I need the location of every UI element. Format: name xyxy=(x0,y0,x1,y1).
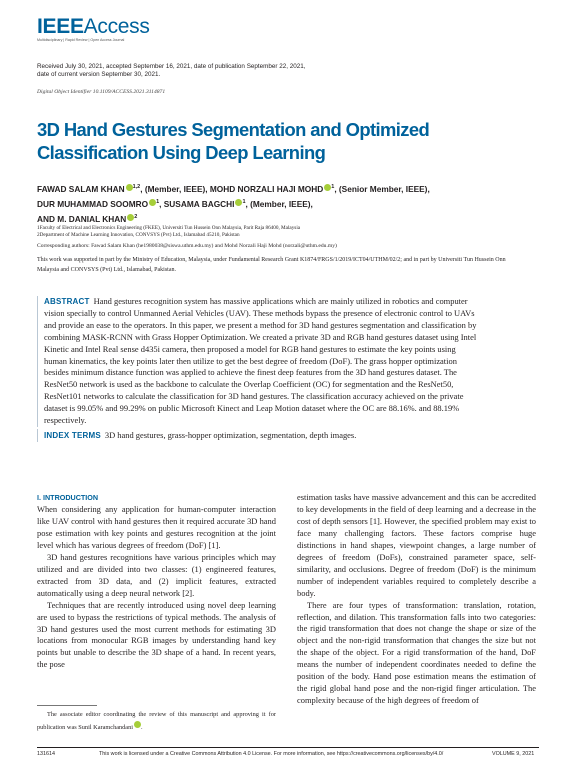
paragraph: 3D hand gestures recognitions have various principles which may utilized and are divided into two classes: (1) engineered features, extracted from 3D data, and (2) implicit features, extracted automatically using a deep neural network [2]. xyxy=(37,551,276,598)
author-2: MOHD NORZALI HAJI MOHD xyxy=(209,183,324,194)
paragraph: There are four types of transformation: translation, rotation, reflection, and dilation. This transformation falls into two categories: the rigid transformation that does not change the shape or size of the object and the non-rigid transformation that changes the size but not the shape of the object. For a rigid transformation of the hand, DoF means the number of independent coordinates needed to define the position of the body. Hand pose estimation means the estimation of the rigid global hand pose and the non-rigid finger articulation. The complexity because of the high degrees of freedom of xyxy=(297,599,536,706)
section-heading-introduction: I. INTRODUCTION xyxy=(37,493,99,502)
author-2-affil: 1 xyxy=(331,184,335,190)
author-1-role: , (Member, IEEE), xyxy=(140,183,210,194)
author-3-role: , xyxy=(159,198,164,209)
author-list xyxy=(37,181,547,226)
volume-info: VOLUME 9, 2021 xyxy=(492,751,535,757)
paragraph: estimation tasks have massive advancement and this can be accredited to key developments in the field of deep learning and a decrease in the cost of depth sensors [1]. However, the specified problem may exist to face many challenging factors. These factors comprise huge distinctions in hand shapes, viewpoint changes, a large number of degrees of freedom (DoFs), constrained parameter space, self-similarity, and occlusions. Degree of freedom (DoF) is the minimum number of independent variables required to completely describe a body. xyxy=(297,492,536,598)
page-number: 131614 xyxy=(37,751,55,757)
index-terms-text: 3D hand gestures, grass-hopper optimization, segmentation, depth images. xyxy=(104,430,357,440)
orcid-icon[interactable] xyxy=(134,721,141,728)
author-1-affil: 1,2 xyxy=(132,184,141,190)
editor-footnote: The associate editor coordinating the review of this manuscript and approving it for publication was Sunil Karamchandani . xyxy=(37,711,276,731)
logo-ieee: IEEE xyxy=(37,15,84,38)
paragraph: Techniques that are recently introduced using novel deep learning are used to bypass the restrictions of typical methods. The analysis of 3D hand gestures used the most current methods for estimating 3D locations from monocular RGB images by understanding hand key points but unable to describe the 3D shape of a hand. In recent years, the pose xyxy=(37,599,276,670)
license-notice[interactable]: This work is licensed under a Creative Commons Attribution 4.0 License. For more information, see https://creativecommons.org/licenses/by/4.0/ xyxy=(99,751,444,757)
index-terms-heading: INDEX TERMS xyxy=(44,431,101,440)
author-3-affil: 1 xyxy=(156,198,160,205)
affiliation-2: 2Department of Machine Learning Innovation, CONVSYS (Pvt) Ltd., Islamabad 45210, Pakistan xyxy=(37,232,240,239)
footer-divider xyxy=(37,747,539,748)
affiliation-1: 1Faculty of Electrical and Electronics Engineering (FKEE), Universiti Tun Hussein Onn Malaysia, Parit Raja 86400, Malaysia xyxy=(37,225,301,231)
logo-access: Access xyxy=(83,15,150,38)
author-5: AND M. DANIAL KHAN xyxy=(37,213,127,224)
doi[interactable]: Digital Object Identifier 10.1109/ACCESS.2021.3114871 xyxy=(37,89,166,95)
orcid-icon[interactable] xyxy=(126,184,133,191)
abstract-heading: ABSTRACT xyxy=(44,297,90,306)
affiliations xyxy=(37,225,537,240)
editor-footnote-text: The associate editor coordinating the review of this manuscript and approving it for publication was Sunil Karamchandani xyxy=(37,711,276,731)
funding-statement: This work was supported in part by the Ministry of Education, Malaysia, under Fundamental Research Grant K1874/FRGS/1/2019/ICT04/UTHM/02/2; and in part by Universiti Tun Hussein Onn Malaysia and CONVSYS (Pvt) Ltd., Islamabad, Pakistan. xyxy=(37,257,506,273)
dates-line-1: Received July 30, 2021, accepted September 16, 2021, date of publication September 22, 2021, xyxy=(37,63,306,70)
author-2-role: , (Senior Member, IEEE), xyxy=(334,183,430,194)
paper-title: 3D Hand Gestures Segmentation and Optimized Classification Using Deep Learning xyxy=(37,119,430,163)
dates-line-2: date of current version September 30, 2021. xyxy=(37,71,161,79)
abstract-text: Hand gestures recognition system has massive applications which are mainly utilized in robotics and computer vision specially to control Unmanned Aerial Vehicles (UAV). These methods bypass the presence of electronic control to UAVs and provide an ease to the operators. In this paper, we present a method for 3D hand gestures segmentation and classification by combining MASK-RCNN with Grass Hopper Optimization. We created a private 3D and RGB hand gestures dataset using Intel Kinetic and Intel Real sense d435i camera, then proposed a model for RGB hand gestures to estimate the key points using human kinematics, the key points later then utilize to get the best degree of freedom (DoF). The grass hopper optimization besides minimum distance function was applied to achieve the finest deep features from the 3D hand gestures dataset. The ResNet50 network is used as the backbone to calculate the Overlap Coefficient (OC) for segmentation and the ResNet50, ResNet101 networks to calculate the classification for 3D hand gestures. The classification accuracy achieved on the private dataset is 99.05% and 99.29% on public Microsoft Kinect and Leap Motion dataset where the OC are 88.16%. and 88.19% respectively. xyxy=(44,296,477,426)
author-3: DUR MUHAMMAD SOOMRO xyxy=(37,198,149,209)
logo-tagline: Multidisciplinary | Rapid Review | Open Access Journal xyxy=(37,38,125,42)
publication-dates xyxy=(37,63,517,80)
abstract-block xyxy=(37,296,479,427)
author-5-affil: 2 xyxy=(134,213,138,220)
author-4-affil: 1 xyxy=(242,198,246,205)
corresponding-authors: Corresponding authors: Fawad Salam Khan (he1980038@siswa.uthm.edu.my) and Mohd Norzali Haji Mohd (norzali@uthm.edu.my) xyxy=(37,243,337,249)
paragraph: When considering any application for human-computer interaction like UAV control with hand gestures then it required accurate 3D hand pose estimation with key points and gestures recognition at the joint level which has various degrees of freedom (DoF) [1]. xyxy=(37,504,276,550)
index-terms-block xyxy=(37,429,479,442)
body-column-right xyxy=(297,492,536,707)
author-4: SUSAMA BAGCHI xyxy=(163,198,235,209)
footnote-divider xyxy=(37,705,97,706)
body-column-left xyxy=(37,492,276,671)
journal-logo xyxy=(37,15,150,42)
author-1: FAWAD SALAM KHAN xyxy=(37,183,125,194)
author-4-role: , (Member, IEEE), xyxy=(245,198,313,209)
